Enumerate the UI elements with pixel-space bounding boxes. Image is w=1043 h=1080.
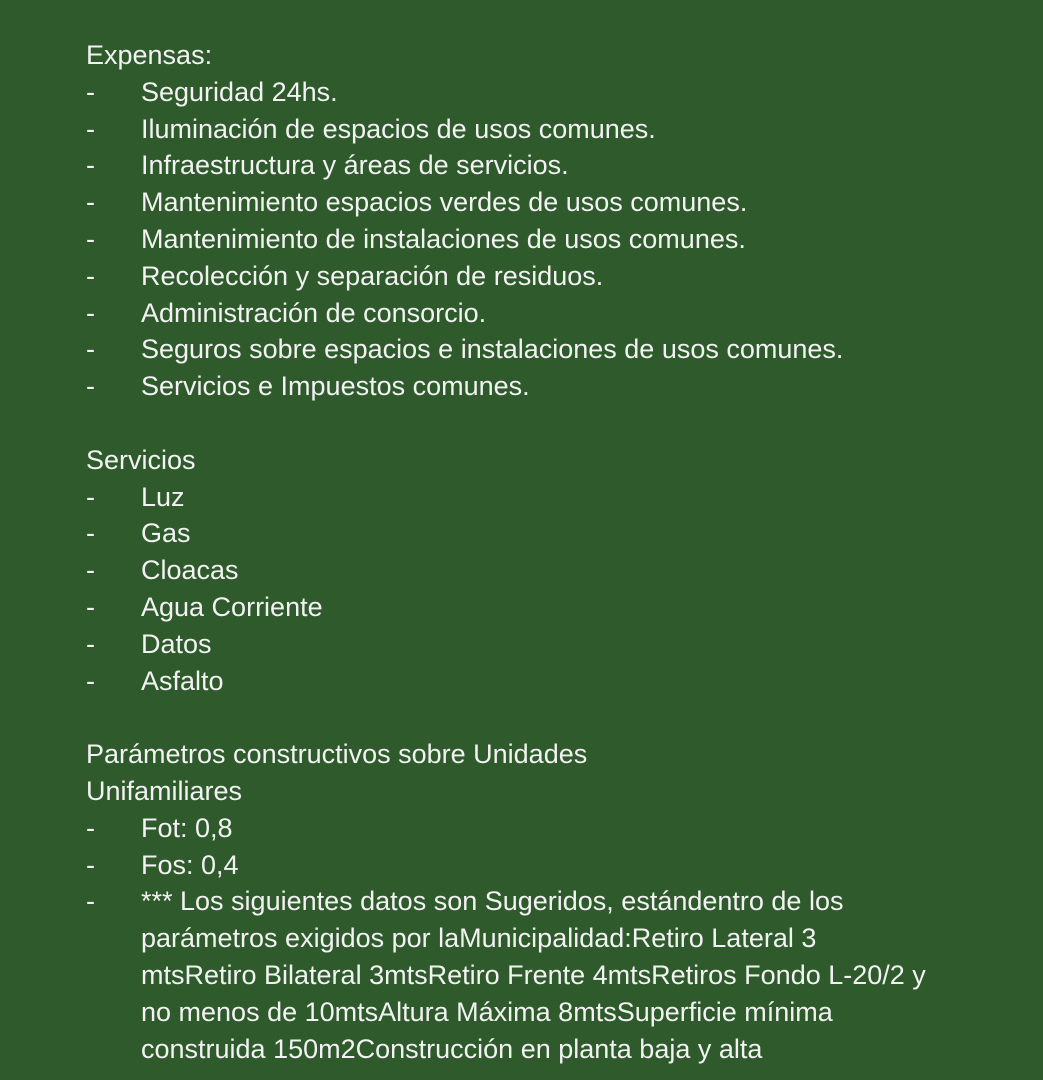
list-item-text: Agua Corriente [141, 591, 323, 622]
list-item-text: Seguros sobre espacios e instalaciones de usos comunes. [141, 334, 844, 365]
servicios-heading: Servicios [86, 444, 196, 475]
dash-bullet: - [86, 113, 95, 144]
list-item [86, 74, 986, 111]
list-item [86, 258, 986, 295]
list-item-text: Fot: 0,8 [141, 812, 233, 843]
list-item [86, 221, 986, 258]
list-item [86, 111, 986, 148]
list-item-text: Fos: 0,4 [141, 849, 239, 880]
list-item [86, 184, 986, 221]
document-content [86, 37, 986, 1067]
list-item [86, 552, 986, 589]
dash-bullet: - [86, 886, 95, 917]
list-item-text: Mantenimiento de instalaciones de usos comunes. [141, 223, 746, 254]
dash-bullet: - [86, 223, 95, 254]
list-item-text: Datos [141, 628, 212, 659]
list-item-text: Infraestructura y áreas de servicios. [141, 150, 569, 181]
dash-bullet: - [86, 481, 95, 512]
list-item-text: Cloacas [141, 555, 239, 586]
list-item-text: Asfalto [141, 665, 224, 696]
dash-bullet: - [86, 518, 95, 549]
parametros-heading: Parámetros constructivos sobre Unidades Unifamiliares [86, 739, 588, 806]
dash-bullet: - [86, 187, 95, 218]
list-item [86, 847, 986, 884]
dash-bullet: - [86, 297, 95, 328]
dash-bullet: - [86, 260, 95, 291]
dash-bullet: - [86, 76, 95, 107]
dash-bullet: - [86, 849, 95, 880]
list-item [86, 589, 986, 626]
section-spacer [86, 405, 986, 442]
expensas-section [86, 37, 986, 405]
dash-bullet: - [86, 812, 95, 843]
list-item-text: Gas [141, 518, 191, 549]
list-item-text: Mantenimiento espacios verdes de usos comunes. [141, 187, 748, 218]
list-item-text: Luz [141, 481, 185, 512]
parametros-section [86, 736, 986, 1067]
list-item [86, 368, 986, 405]
list-item-text: Servicios e Impuestos comunes. [141, 371, 530, 402]
dash-bullet: - [86, 628, 95, 659]
list-item-text: *** Los siguientes datos son Sugeridos, estándentro de los parámetros exigidos por laMunicipalidad:Retiro Lateral 3 mtsRetiro Bilateral 3mtsRetiro Frente 4mtsRetiros Fondo L-20/2 y no menos de 10mtsAltura Máxima 8mtsSuperficie mínima construida 150m2Construcción en planta baja y alta [141, 886, 926, 1064]
dash-bullet: - [86, 334, 95, 365]
list-item [86, 295, 986, 332]
list-item [86, 147, 986, 184]
list-item-text: Iluminación de espacios de usos comunes. [141, 113, 656, 144]
dash-bullet: - [86, 665, 95, 696]
list-item-text: Recolección y separación de residuos. [141, 260, 604, 291]
list-item [86, 479, 986, 516]
servicios-list [86, 479, 986, 700]
expensas-list [86, 74, 986, 405]
dash-bullet: - [86, 150, 95, 181]
list-item [86, 515, 986, 552]
list-item [86, 883, 986, 1067]
parametros-list [86, 810, 986, 1068]
list-item [86, 810, 986, 847]
list-item [86, 626, 986, 663]
section-spacer [86, 699, 986, 736]
dash-bullet: - [86, 555, 95, 586]
list-item [86, 663, 986, 700]
dash-bullet: - [86, 371, 95, 402]
dash-bullet: - [86, 591, 95, 622]
expensas-heading: Expensas: [86, 40, 213, 70]
servicios-section [86, 442, 986, 700]
list-item [86, 331, 986, 368]
list-item-text: Seguridad 24hs. [141, 76, 338, 107]
list-item-text: Administración de consorcio. [141, 297, 487, 328]
